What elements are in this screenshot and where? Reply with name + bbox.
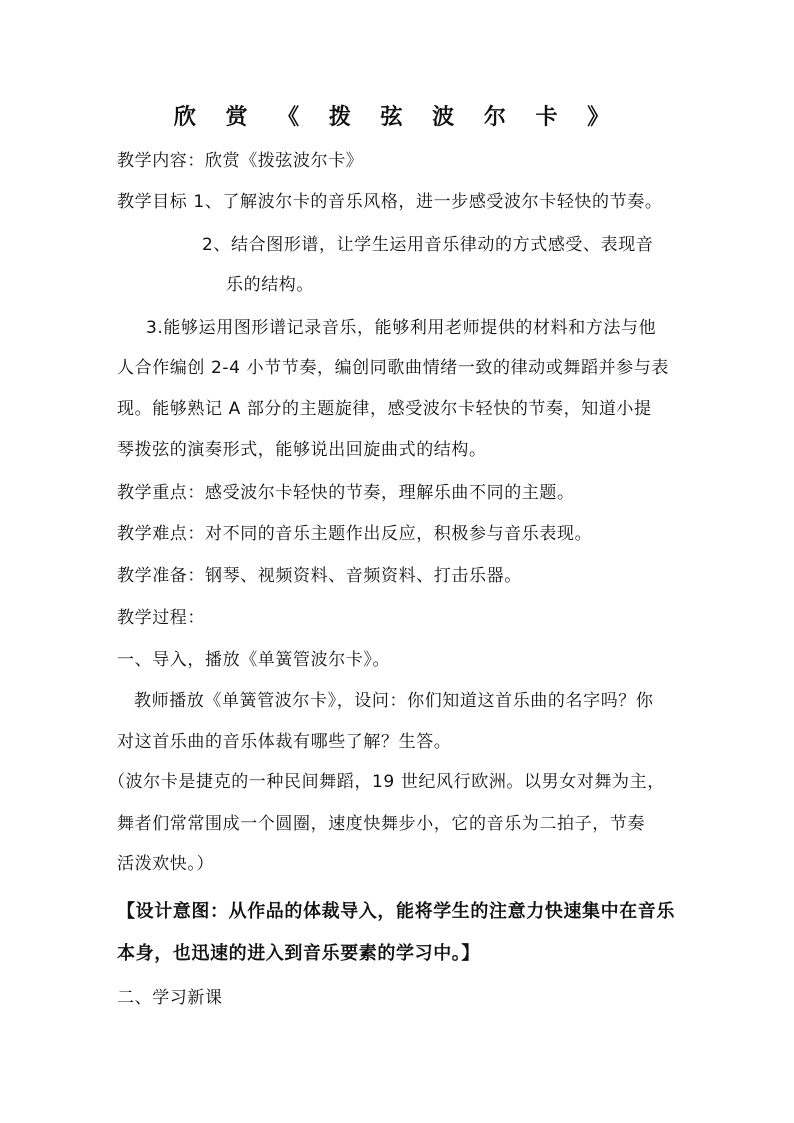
design-intent-2: 本身，也迅速的进入到音乐要素的学习中。】	[117, 943, 480, 964]
polka-note-1: （波尔卡是捷克的一种民间舞蹈，19 世纪风行欧洲。以男女对舞为主，	[108, 772, 665, 792]
step-1-paragraph-b: 对这首乐曲的音乐体裁有哪些了解？生答。	[117, 732, 452, 752]
teaching-content: 教学内容：欣赏《拨弦波尔卡》	[117, 151, 364, 171]
step-2-heading: 二、学习新课	[117, 988, 223, 1008]
teaching-key-point: 教学重点：感受波尔卡轻快的节奏，理解乐曲不同的主题。	[117, 483, 575, 503]
polka-note-2: 舞者们常常围成一个圆圈，速度快舞步小，它的音乐为二拍子，节奏	[117, 814, 645, 834]
polka-note-3: 活泼欢快。）	[117, 854, 215, 874]
teaching-goal-3b: 人合作编创 2-4 小节节奏，编创同歌曲情绪一致的律动或舞蹈并参与表	[117, 358, 669, 378]
teaching-goal-3d: 琴拨弦的演奏形式，能够说出回旋曲式的结构。	[117, 440, 487, 460]
teaching-goal-2b: 乐的结构。	[226, 275, 314, 295]
teaching-difficulty: 教学难点：对不同的音乐主题作出反应，积极参与音乐表现。	[117, 524, 593, 544]
teaching-goal-1: 教学目标 1、了解波尔卡的音乐风格，进一步感受波尔卡轻快的节奏。	[117, 192, 663, 212]
step-1-heading: 一、导入，播放《单簧管波尔卡》。	[117, 650, 391, 670]
teaching-process-heading: 教学过程：	[117, 608, 205, 628]
teaching-goal-3a: 3.能够运用图形谱记录音乐，能够利用老师提供的材料和方法与他	[146, 318, 657, 338]
step-1-paragraph-a: 教师播放《单簧管波尔卡》，设问：你们知道这首乐曲的名字吗？你	[134, 691, 654, 711]
document-title: 欣 赏 《 拨 弦 波 尔 卡 》	[173, 104, 621, 130]
teaching-goal-3c: 现。能够熟记 A 部分的主题旋律，感受波尔卡轻快的节奏，知道小提	[117, 399, 652, 419]
teaching-goal-2a: 2、结合图形谱，让学生运用音乐律动的方式感受、表现音	[202, 235, 654, 255]
design-intent-1: 【设计意图：从作品的体裁导入，能将学生的注意力快速集中在音乐	[117, 901, 675, 922]
teaching-preparation: 教学准备：钢琴、视频资料、音频资料、打击乐器。	[117, 566, 522, 586]
